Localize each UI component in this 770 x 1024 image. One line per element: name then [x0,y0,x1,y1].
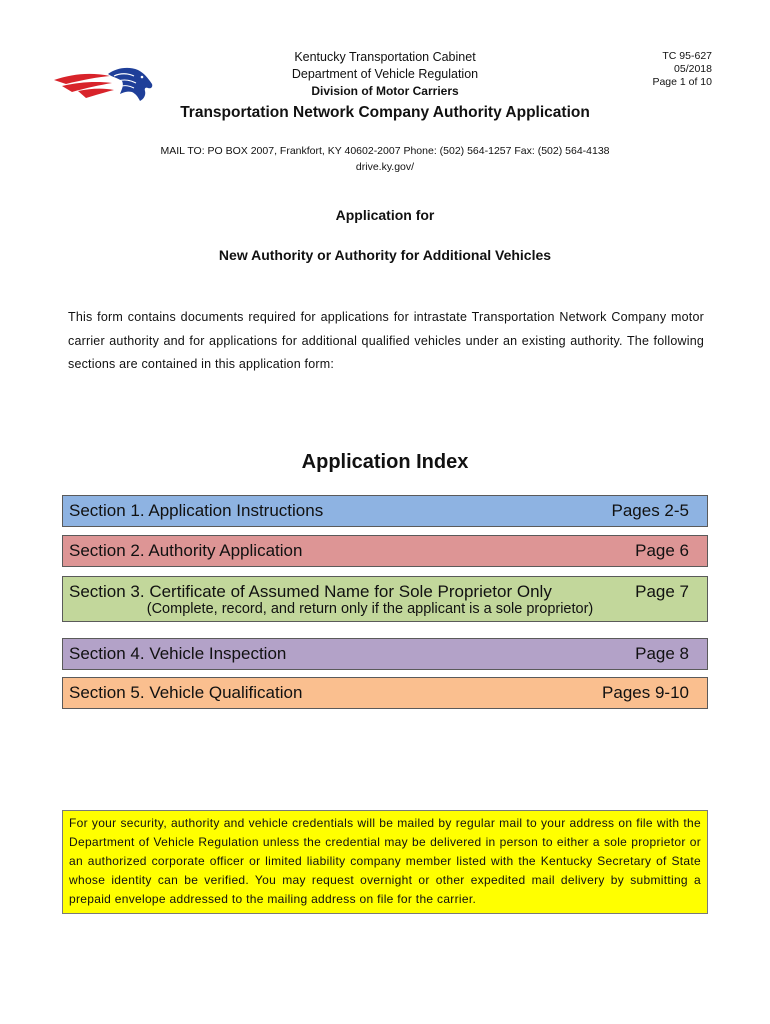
intro-paragraph: This form contains documents required for applications for intrastate Transportation Network Company motor carrier authority and for applications for additional qualified vehicles under an existing authority. The following sections are contained in this application form: [68,310,704,371]
section-pages: Pages 2-5 [611,501,689,520]
index-title: Application Index [301,451,469,473]
department-name: Department of Vehicle Regulation [291,67,479,81]
section-pages: Page 8 [635,644,689,663]
agency-name: Kentucky Transportation Cabinet [294,50,476,64]
section-note: (Complete, record, and return only if the applicant is a sole proprietor) [146,601,594,617]
security-notice: For your security, authority and vehicle credentials will be mailed by regular mail to your address on file with the Department of Vehicle Regulation unless the credential may be delivered in person to either a sole proprietor or an authorized corporate officer or limited liability company member listed with the Kentucky Secretary of State whose identity can be verified. You may request overnight or other expedited mail delivery by submitting a prepaid envelope addressed to the mailing address on file for the carrier. [62,810,708,914]
form-date: 05/2018 [674,63,712,75]
page-title: Transportation Network Company Authority Application [180,104,590,121]
section-pages: Pages 9-10 [602,683,689,702]
section-5-row [62,677,708,709]
section-label: Section 4. Vehicle Inspection [69,644,287,663]
section-pages: Page 6 [635,541,689,560]
section-label: Section 1. Application Instructions [69,501,324,520]
mail-address: MAIL TO: PO BOX 2007, Frankfort, KY 40602-2007 Phone: (502) 564-1257 Fax: (502) 564-4138 [160,145,610,157]
section-label: Section 2. Authority Application [69,541,303,560]
mailing-info [90,143,680,175]
website-link[interactable]: drive.ky.gov/ [355,161,415,173]
application-for-heading: Application for [335,207,435,223]
section-4-row [62,638,708,670]
section-1-row [62,495,708,527]
form-info [620,50,712,89]
application-type-heading: New Authority or Authority for Additional Vehicles [218,247,552,263]
form-number: TC 95-627 [662,50,712,62]
section-pages: Page 7 [635,582,689,601]
section-2-row [62,535,708,567]
division-name: Division of Motor Carriers [311,84,459,98]
section-3-row [62,576,708,622]
kentucky-horse-logo-icon [52,64,156,104]
page-number: Page 1 of 10 [652,76,712,88]
agency-header [240,49,530,100]
section-label: Section 3. Certificate of Assumed Name for Sole Proprietor Only [69,582,552,601]
section-label: Section 5. Vehicle Qualification [69,683,303,702]
